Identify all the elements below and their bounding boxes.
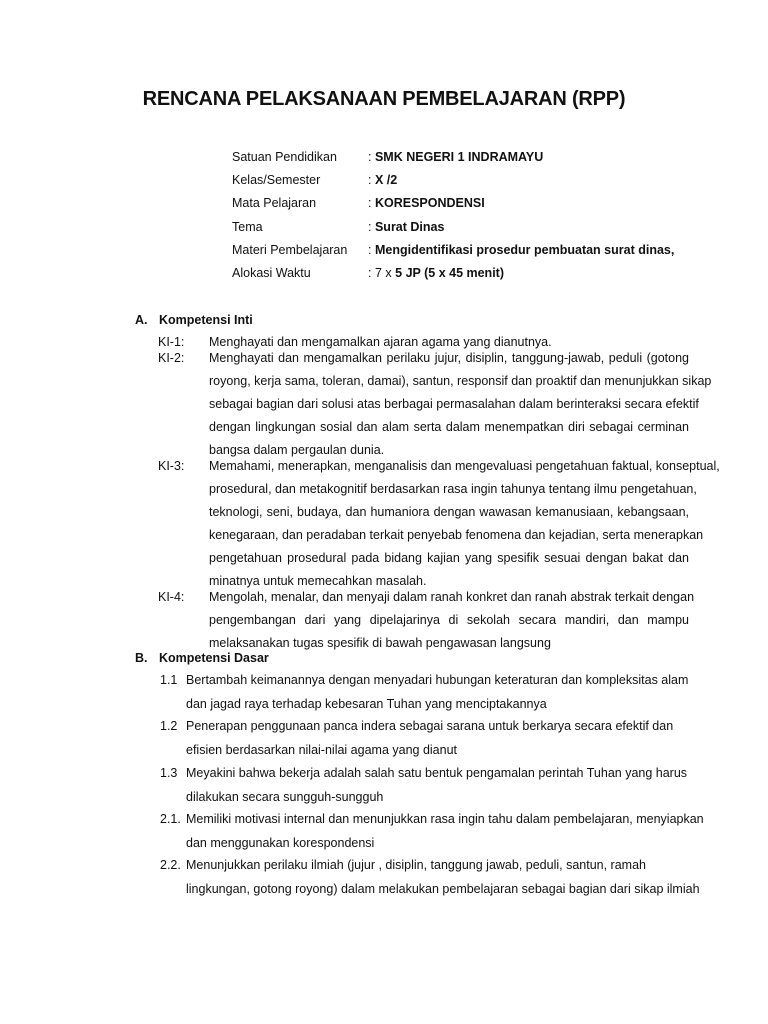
identity-value-text: KORESPONDENSI xyxy=(374,196,485,211)
ki-line: dengan lingkungan sosial dan alam serta dalam menempatkan diri sebagai cerminan xyxy=(209,420,689,434)
section-b-heading xyxy=(135,651,269,665)
ki-line: minatnya untuk memecahkan masalah. xyxy=(209,574,427,588)
identity-label: Kelas/Semester xyxy=(232,173,321,188)
ki-line: sebagai bagian dari solusi atas berbagai permasalahan dalam berinteraksi secara efektif xyxy=(209,397,699,411)
ki-line: Mengolah, menalar, dan menyaji dalam ranah konkret dan ranah abstrak terkait dengan xyxy=(209,590,695,604)
kd-text xyxy=(186,766,688,813)
identity-label: Materi Pembelajaran xyxy=(232,242,348,257)
kd-line: dan jagad raya terhadap kebesaran Tuhan yang menciptakannya xyxy=(186,696,547,711)
kd-line: dan menggunakan korespondensi xyxy=(186,835,375,850)
ki-line: teknologi, seni, budaya, dan humaniora dengan wawasan kemanusiaan, kebangsaan, xyxy=(209,505,689,519)
identity-value-text: Surat Dinas xyxy=(374,219,445,234)
kd-text xyxy=(186,673,689,720)
section-b-title: Kompetensi Dasar xyxy=(159,651,269,665)
ki-line: bangsa dalam pergaulan dunia. xyxy=(209,443,385,457)
identity-label: Satuan Pendidikan xyxy=(232,150,337,164)
kd-number: 2.1. xyxy=(160,812,181,826)
ki-line: pengembangan dari yang dipelajarinya di sekolah secara mandiri, dan mampu xyxy=(209,613,689,627)
ki-line: prosedural, dan metakognitif berdasarkan rasa ingin tahunya tentang ilmu pengetahuan, xyxy=(209,482,697,496)
identity-separator: : xyxy=(368,173,372,188)
identity-value-text: X /2 xyxy=(374,173,398,188)
kd-line: Memiliki motivasi internal dan menunjukkan rasa ingin tahu dalam pembelajaran, menyiapkan xyxy=(186,812,704,826)
kd-text xyxy=(186,719,674,766)
kd-text xyxy=(186,858,700,905)
identity-value-plain: 7 x xyxy=(374,265,392,280)
ki-text xyxy=(209,335,689,352)
kd-number: 1.1 xyxy=(160,673,178,687)
identity-value-text: 5 JP (5 x 45 menit) xyxy=(395,265,504,280)
kd-line: Bertambah keimanannya dengan menyadari hubungan keteraturan dan kompleksitas alam xyxy=(186,673,689,687)
kd-line: Meyakini bahwa bekerja adalah salah satu bentuk pengamalan perintah Tuhan yang harus xyxy=(186,766,688,780)
ki-line: Menghayati dan mengamalkan ajaran agama yang dianutnya. xyxy=(209,335,552,349)
identity-value xyxy=(368,266,504,280)
identity-label: Tema xyxy=(232,219,263,234)
identity-value-text: SMK NEGERI 1 INDRAMAYU xyxy=(374,150,544,164)
kd-line: dilakukan secara sungguh-sungguh xyxy=(186,789,384,804)
kd-line: efisien berdasarkan nilai-nilai agama yang dianut xyxy=(186,742,458,757)
ki-line: kenegaraan, dan peradaban terkait penyebab fenomena dan kejadian, serta menerapkan xyxy=(209,528,704,542)
section-a-heading xyxy=(135,313,253,327)
ki-label: KI-3: xyxy=(158,459,185,473)
ki-text xyxy=(209,590,695,659)
ki-line: melaksanakan tugas spesifik di bawah pengawasan langsung xyxy=(209,636,551,650)
kd-line: Menunjukkan perilaku ilmiah (jujur , disiplin, tanggung jawab, peduli, santun, ramah xyxy=(186,858,646,872)
document-title: RENCANA PELAKSANAAN PEMBELAJARAN (RPP) xyxy=(142,88,626,110)
ki-text xyxy=(209,351,712,460)
ki-line: Menghayati dan mengamalkan perilaku jujur, disiplin, tanggung-jawab, peduli (gotong xyxy=(209,351,689,365)
section-b-letter: B. xyxy=(135,651,148,665)
ki-line: Memahami, menerapkan, menganalisis dan mengevaluasi pengetahuan faktual, konseptual, xyxy=(209,459,720,473)
kd-number: 2.2. xyxy=(160,858,181,872)
ki-line: royong, kerja sama, toleran, damai), santun, responsif dan proaktif dan menunjukkan sikap xyxy=(209,374,712,388)
identity-value xyxy=(368,196,485,210)
identity-value xyxy=(368,243,674,257)
section-a-title: Kompetensi Inti xyxy=(159,313,253,327)
kd-line: Penerapan penggunaan panca indera sebagai sarana untuk berkarya secara efektif dan xyxy=(186,719,674,733)
identity-separator: : xyxy=(368,219,372,234)
identity-separator: : xyxy=(368,242,372,257)
identity-label: Mata Pelajaran xyxy=(232,196,317,211)
ki-label: KI-4: xyxy=(158,590,185,604)
ki-line: pengetahuan prosedural pada bidang kajian yang spesifik sesuai dengan bakat dan xyxy=(209,551,689,565)
kd-line: lingkungan, gotong royong) dalam melakukan pembelajaran sebagai bagian dari sikap ilmiah xyxy=(186,881,700,896)
kd-number: 1.3 xyxy=(160,766,178,780)
section-a-letter: A. xyxy=(135,313,148,327)
identity-value xyxy=(368,173,397,187)
identity-label: Alokasi Waktu xyxy=(232,265,311,280)
ki-label: KI-1: xyxy=(158,335,185,349)
kd-number: 1.2 xyxy=(160,719,178,733)
kd-text xyxy=(186,812,704,859)
identity-separator: : xyxy=(368,265,372,280)
ki-text xyxy=(209,459,720,591)
identity-value xyxy=(368,220,444,234)
identity-separator: : xyxy=(368,150,372,164)
identity-value-text: Mengidentifikasi prosedur pembuatan surat dinas, xyxy=(374,242,675,257)
identity-value xyxy=(368,150,543,164)
identity-separator: : xyxy=(368,196,372,211)
ki-label: KI-2: xyxy=(158,351,185,365)
